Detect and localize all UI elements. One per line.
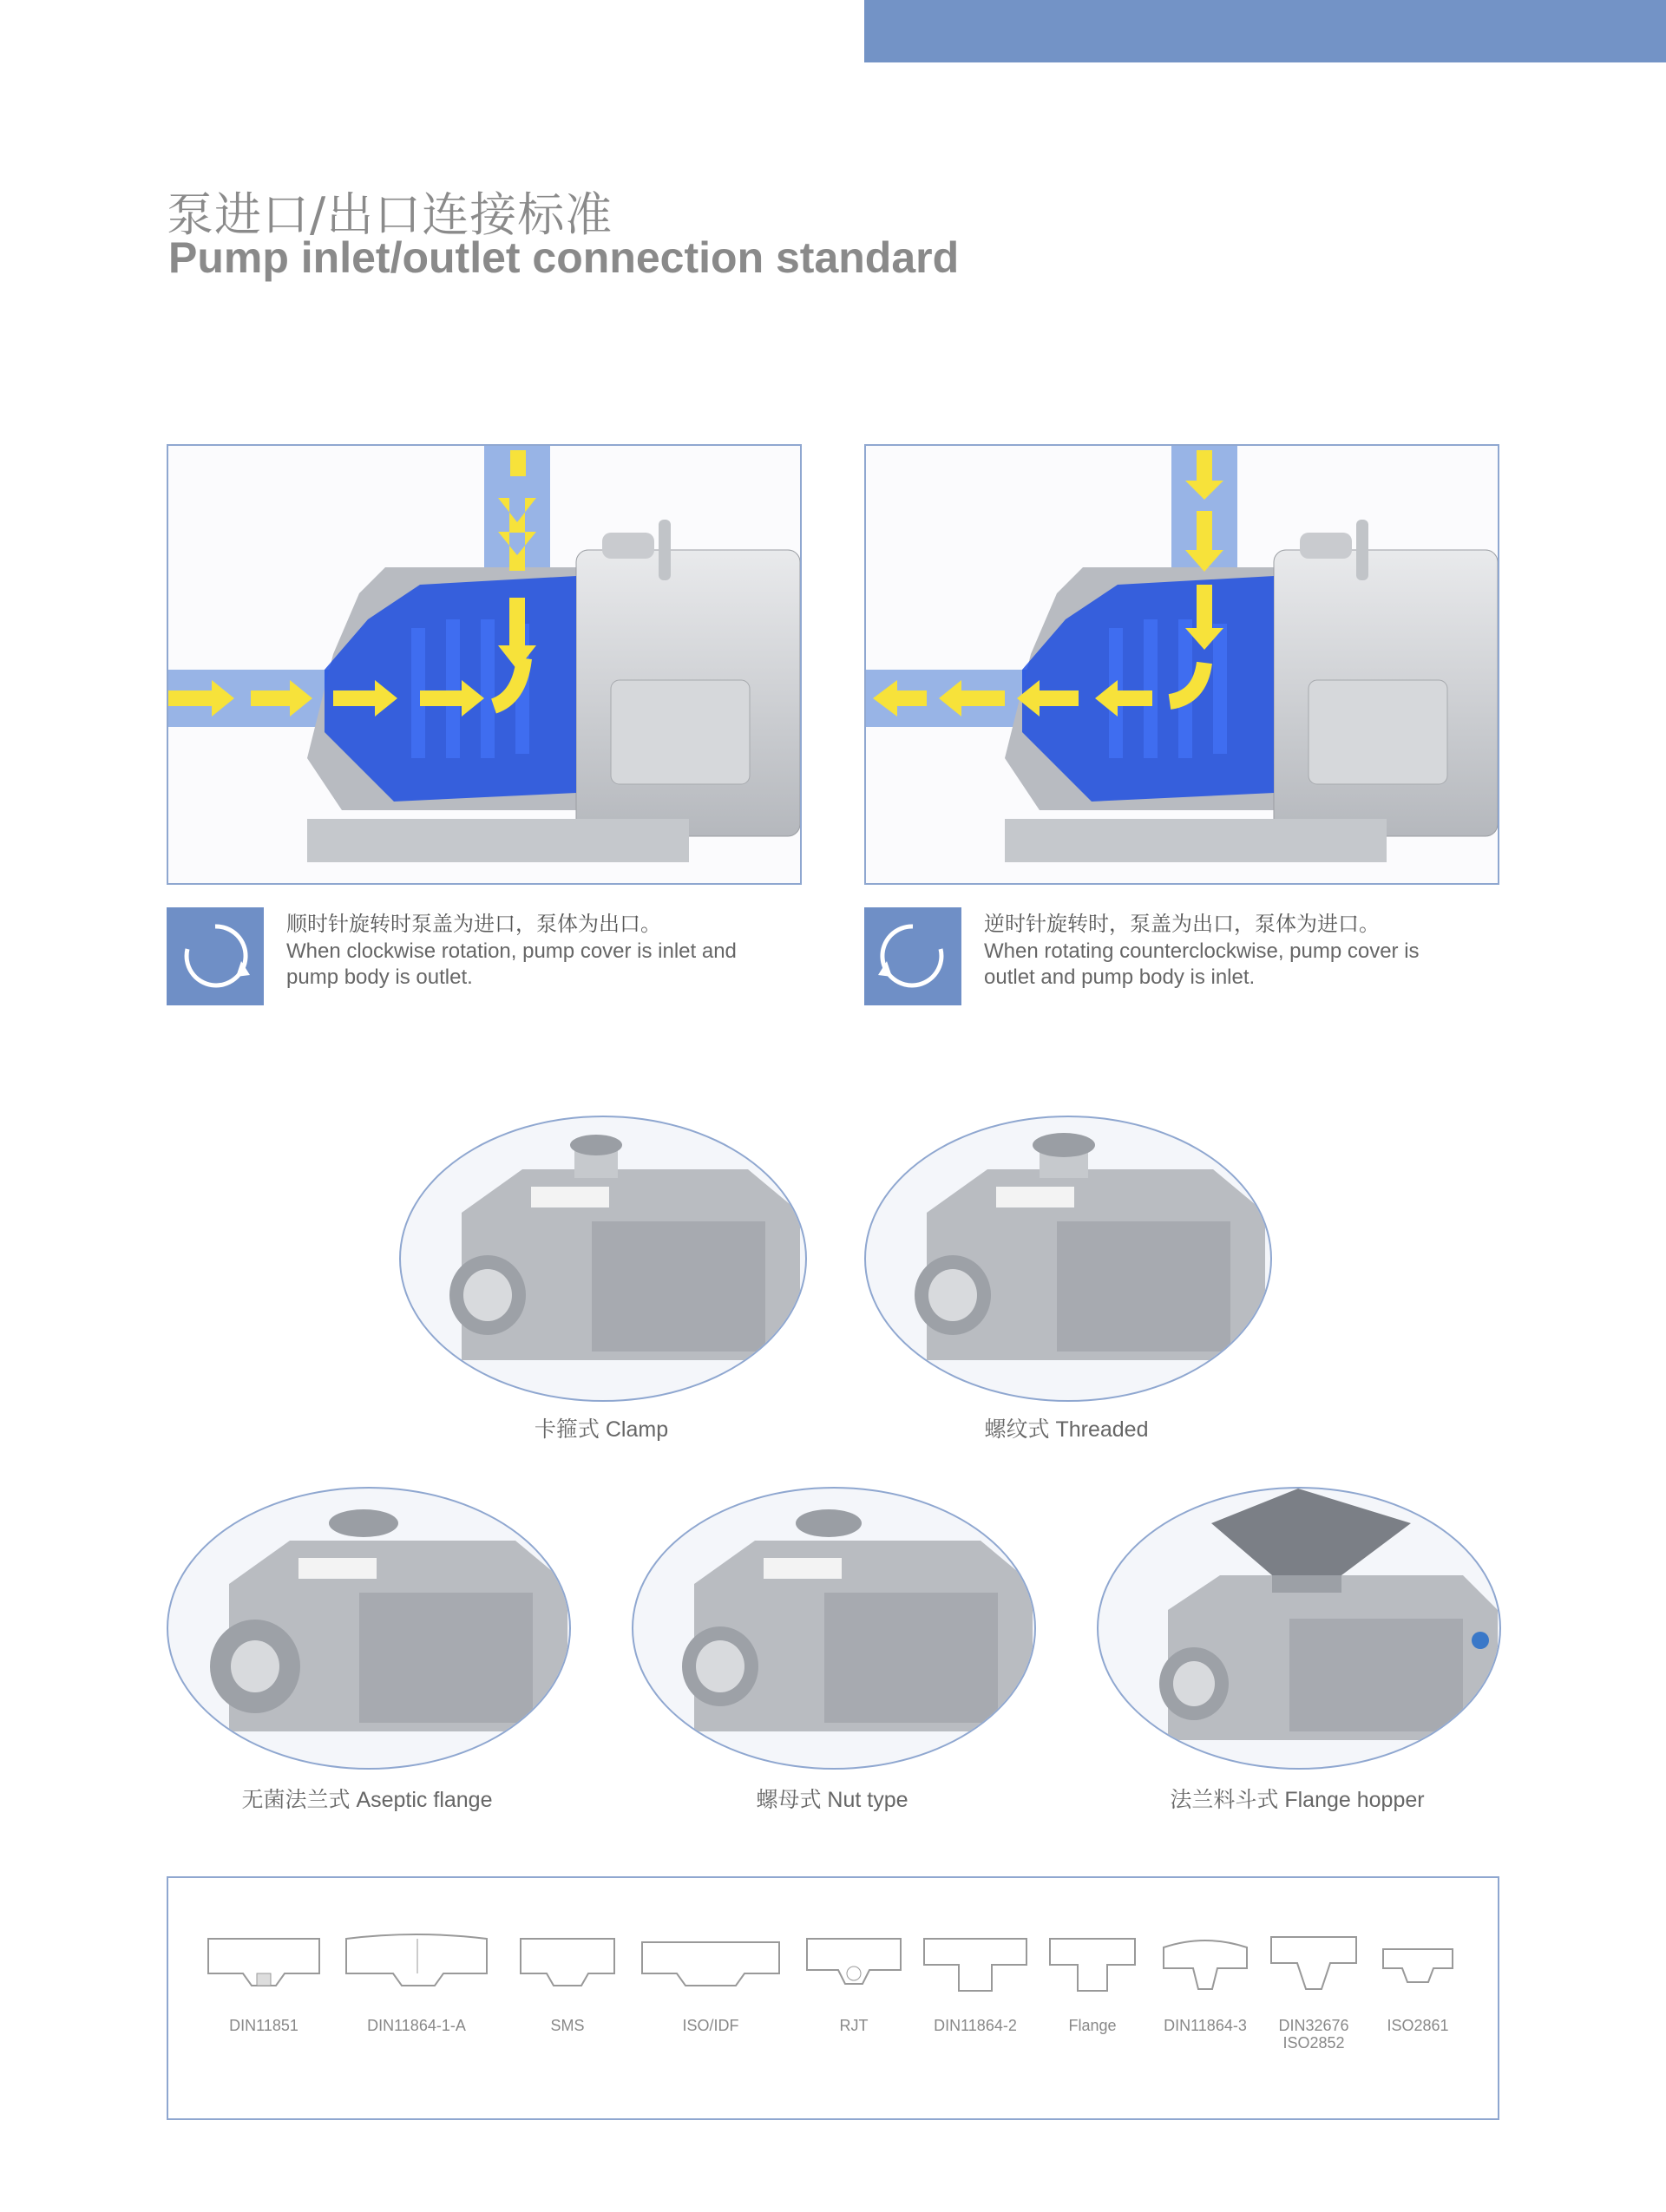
standard-label: ISO2861 — [1387, 2017, 1449, 2034]
counterclockwise-description-en: When rotating counterclockwise, pump cover is outlet and pump body is inlet. — [984, 939, 1420, 989]
standard-label: ISO/IDF — [682, 2017, 739, 2034]
standard-label: DIN11851 — [229, 2017, 298, 2034]
aseptic-flange-caption: 无菌法兰式 Aseptic flange — [241, 1788, 493, 1812]
threaded-caption: 螺纹式 Threaded — [984, 1417, 1149, 1442]
standard-item — [802, 1930, 906, 2034]
clockwise-description-cn: 顺时针旋转时泵盖为进口，泵体为出口。 — [286, 912, 661, 936]
clamp-caption: 卡箍式 Clamp — [534, 1417, 669, 1442]
standard-item — [203, 1930, 325, 2034]
flange-hopper-caption: 法兰料斗式 Flange hopper — [1170, 1788, 1425, 1812]
counterclockwise-description — [984, 911, 1470, 991]
flange-hopper-pump-image — [1097, 1487, 1501, 1770]
standard-item — [1045, 1930, 1140, 2034]
clockwise-rotation-icon — [167, 907, 264, 1005]
standard-item — [1266, 1930, 1361, 2052]
standard-label: SMS — [550, 2017, 585, 2034]
counterclockwise-flow-diagram — [864, 444, 1499, 885]
standard-label: DIN11864-1-A — [367, 2017, 466, 2034]
nut-type-caption: 螺母式 Nut type — [756, 1788, 908, 1812]
standard-label: RJT — [839, 2017, 869, 2034]
standard-item — [515, 1930, 620, 2034]
standard-item — [919, 1930, 1032, 2034]
connection-standards-panel — [167, 1876, 1499, 2120]
aseptic-flange-pump-image — [167, 1487, 571, 1770]
standard-item — [342, 1930, 491, 2034]
standard-label-secondary: ISO2852 — [1282, 2034, 1345, 2052]
page-title-cn: 泵进口/出口连接标准 — [167, 187, 613, 242]
clockwise-description — [286, 911, 772, 991]
standard-label: DIN32676 — [1278, 2017, 1349, 2034]
clamp-pump-image — [399, 1116, 807, 1402]
standard-item — [1153, 1930, 1257, 2034]
standard-label: DIN11864-2 — [934, 2017, 1017, 2034]
clockwise-flow-diagram — [167, 444, 802, 885]
standard-item — [1374, 1930, 1461, 2034]
standard-label: DIN11864-3 — [1164, 2017, 1247, 2034]
top-accent-bar — [864, 0, 1666, 62]
standard-item — [637, 1930, 784, 2034]
threaded-pump-image — [864, 1116, 1272, 1402]
standard-label: Flange — [1068, 2017, 1117, 2034]
page-title-en: Pump inlet/outlet connection standard — [168, 233, 960, 282]
counterclockwise-rotation-icon — [864, 907, 961, 1005]
counterclockwise-description-cn: 逆时针旋转时，泵盖为出口，泵体为进口。 — [984, 912, 1380, 936]
nut-type-pump-image — [632, 1487, 1036, 1770]
clockwise-description-en: When clockwise rotation, pump cover is inlet and pump body is outlet. — [286, 939, 737, 989]
